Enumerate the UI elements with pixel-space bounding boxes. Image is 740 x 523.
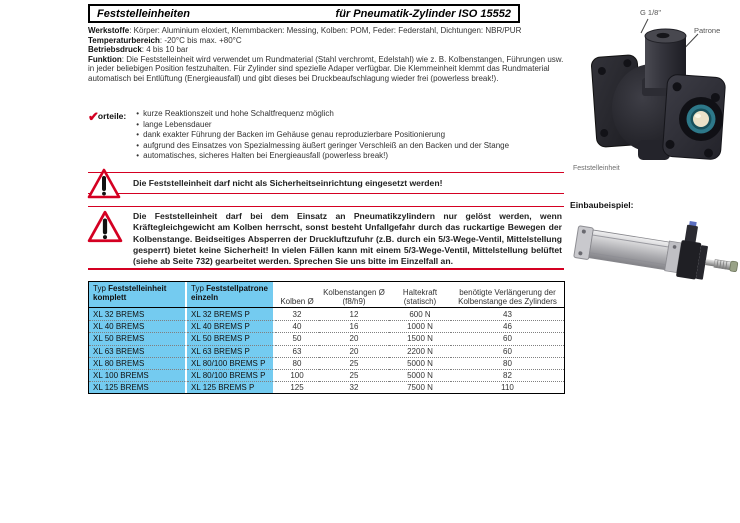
type-table bbox=[88, 281, 565, 394]
table-row bbox=[89, 369, 564, 381]
cell-cartridge: XL 40 BREMS P bbox=[187, 320, 275, 332]
cell-extension: 80 bbox=[451, 357, 564, 369]
warning-text: Die Feststelleinheit darf nicht als Sicherheitseinrichtung eingesetzt werden! bbox=[133, 178, 443, 188]
cell-force: 1500 N bbox=[389, 332, 451, 344]
spec-value: : Körper: Aluminium eloxiert, Klemmbacken: Messing, Kolben: POM, Feder: Federstahl, Dichtungen: NBR/PUR bbox=[129, 26, 522, 35]
spec-value: : 4 bis 10 bar bbox=[141, 45, 189, 55]
spec-betriebsdruck bbox=[88, 45, 564, 55]
unit-label: Feststelleinheit bbox=[573, 165, 620, 172]
spec-label: Temperaturbereich bbox=[88, 35, 160, 45]
cell-force: 5000 N bbox=[389, 369, 451, 381]
list-item: • dank exakter Führung der Backen im Gehäuse genau reproduzierbare Positionierung bbox=[136, 130, 509, 141]
table-row bbox=[89, 357, 564, 369]
cell-force: 5000 N bbox=[389, 357, 451, 369]
cell-extension: 110 bbox=[451, 381, 564, 393]
spec-werkstoffe bbox=[88, 26, 564, 36]
warning-box-2 bbox=[88, 206, 564, 270]
col-header-rod: Kolbenstangen Ø (f8/h9) bbox=[323, 287, 385, 306]
table-row bbox=[89, 332, 564, 344]
warning-triangle-icon bbox=[87, 167, 121, 201]
cell-rod: 12 bbox=[349, 309, 359, 319]
col-header-unit: Typ Feststelleinheit komplett bbox=[89, 282, 187, 307]
spec-value: : Die Feststelleinheit wird verwendet um Rundmaterial (Stahl verchromt, Edelstahl) wie z. B. Kolbenstangen, Führungen usw. in jeder beliebigen Position festzuhalten. Für Zylinder sind spezielle Adaper verfügbar. Die Klemmeinheit klemmt das Rundmaterial automatisch bei Entlüftung (Energieausfall) und gibt dieses bei Druckbeaufschlagung wieder frei (powerless break!). bbox=[88, 54, 564, 83]
cell-type: XL 125 BREMS bbox=[89, 381, 187, 393]
page-header bbox=[88, 4, 520, 23]
col-header-force: Haltekraft (statisch) bbox=[402, 287, 438, 306]
col-header-piston: Kolben Ø bbox=[280, 296, 314, 306]
cell-cartridge: XL 32 BREMS P bbox=[187, 308, 275, 320]
cell-piston: 125 bbox=[275, 381, 319, 393]
cell-type: XL 50 BREMS bbox=[89, 332, 187, 344]
cell-rod: 20 bbox=[319, 345, 389, 357]
list-item: • kurze Reaktionszeit und hohe Schaltfrequenz möglich bbox=[136, 109, 509, 120]
cell-rod: 32 bbox=[319, 381, 389, 393]
cell-cartridge: XL 80/100 BREMS P bbox=[187, 357, 275, 369]
spec-temperatur bbox=[88, 36, 564, 46]
warning-triangle-icon bbox=[87, 209, 123, 245]
cell-force: 1000 N bbox=[389, 320, 451, 332]
col-header-extension: benötigte Verlängerung der Kolbenstange des Zylinders bbox=[458, 287, 557, 306]
installation-example-photo bbox=[572, 214, 740, 309]
cell-cartridge: XL 63 BREMS P bbox=[187, 345, 275, 357]
table-row bbox=[89, 345, 564, 357]
list-item: • aufgrund des Einsatzes von Spezialmessing äußert geringer Verschleiß an den Backen und der Stange bbox=[136, 141, 509, 152]
cell-cartridge: XL 50 BREMS P bbox=[187, 332, 275, 344]
cell-cartridge: XL 80/100 BREMS P bbox=[187, 369, 275, 381]
cell-force: 2200 N bbox=[389, 345, 451, 357]
advantages-label: ✔orteile: bbox=[88, 109, 127, 124]
cell-piston: 80 bbox=[275, 357, 319, 369]
cell-piston: 100 bbox=[275, 369, 319, 381]
cell-rod: 25 bbox=[319, 357, 389, 369]
table-header-row bbox=[89, 282, 564, 308]
advantages-list bbox=[136, 106, 509, 162]
spec-text bbox=[88, 26, 564, 84]
cell-extension: 82 bbox=[451, 369, 564, 381]
table-row bbox=[89, 320, 564, 332]
spec-funktion bbox=[88, 55, 564, 84]
cell-type: XL 40 BREMS bbox=[89, 320, 187, 332]
cell-rod: 25 bbox=[319, 369, 389, 381]
warning-box-1 bbox=[88, 172, 564, 194]
col-header-cartridge: Typ Feststellpatrone einzeln bbox=[187, 282, 275, 307]
list-item: • automatisches, sicheres Halten bei Energieausfall (powerless break!) bbox=[136, 151, 509, 162]
cartridge-label: Patrone bbox=[694, 26, 721, 35]
port-label: G 1/8" bbox=[640, 8, 662, 17]
cell-extension: 46 bbox=[451, 320, 564, 332]
cell-piston: 63 bbox=[275, 345, 319, 357]
cell-type: XL 100 BREMS bbox=[89, 369, 187, 381]
cell-extension: 43 bbox=[503, 309, 512, 319]
table-row bbox=[89, 308, 564, 320]
page-title: Feststelleinheiten bbox=[97, 7, 190, 20]
spec-label: Werkstoffe bbox=[88, 26, 130, 35]
warning-text: Die Feststelleinheit darf bei dem Einsatz an Pneumatikzylindern nur gelöst werden, wenn Kräftegleichgewicht am Kolben herrscht, sonst besteht Unfallgefahr durch das ruckartige Bewegen der Kolbenstange. Beidseitiges Absperren der Druckluftzufuhr (z.B. durch ein 5/3-Wege-Ventil, Mittelstellung gesperrt) bietet keine Sicherheit! In vielen Fällen kann mit einem 5/3-Wege-Ventil, Mittelstellung belüftet (siehe ab Seite 732) gearbeitet werden. Sprechen Sie uns bitte im Einzelfall an. bbox=[133, 211, 562, 267]
checkmark-icon: ✔ bbox=[88, 109, 99, 124]
cell-force: 600 N bbox=[409, 309, 431, 319]
list-item: • lange Lebensdauer bbox=[136, 120, 509, 131]
advantages-section bbox=[88, 106, 564, 162]
cell-rod: 20 bbox=[319, 332, 389, 344]
cell-force: 7500 N bbox=[389, 381, 451, 393]
cell-piston: 32 bbox=[292, 309, 302, 319]
cell-piston: 40 bbox=[275, 320, 319, 332]
installation-example-label: Einbaubeispiel: bbox=[570, 200, 634, 210]
cell-piston: 50 bbox=[275, 332, 319, 344]
cell-extension: 60 bbox=[451, 332, 564, 344]
table-row bbox=[89, 381, 564, 393]
cell-type: XL 80 BREMS bbox=[89, 357, 187, 369]
cell-type: XL 63 BREMS bbox=[89, 345, 187, 357]
cell-type: XL 32 BREMS bbox=[89, 308, 187, 320]
spec-label: Funktion bbox=[88, 54, 122, 64]
spec-label: Betriebsdruck bbox=[88, 45, 142, 55]
spec-value: : -20°C bis max. +80°C bbox=[159, 35, 242, 45]
cell-rod: 16 bbox=[319, 320, 389, 332]
cell-extension: 60 bbox=[451, 345, 564, 357]
cell-cartridge: XL 125 BREMS P bbox=[187, 381, 275, 393]
page-subtitle: für Pneumatik-Zylinder ISO 15552 bbox=[335, 7, 511, 20]
